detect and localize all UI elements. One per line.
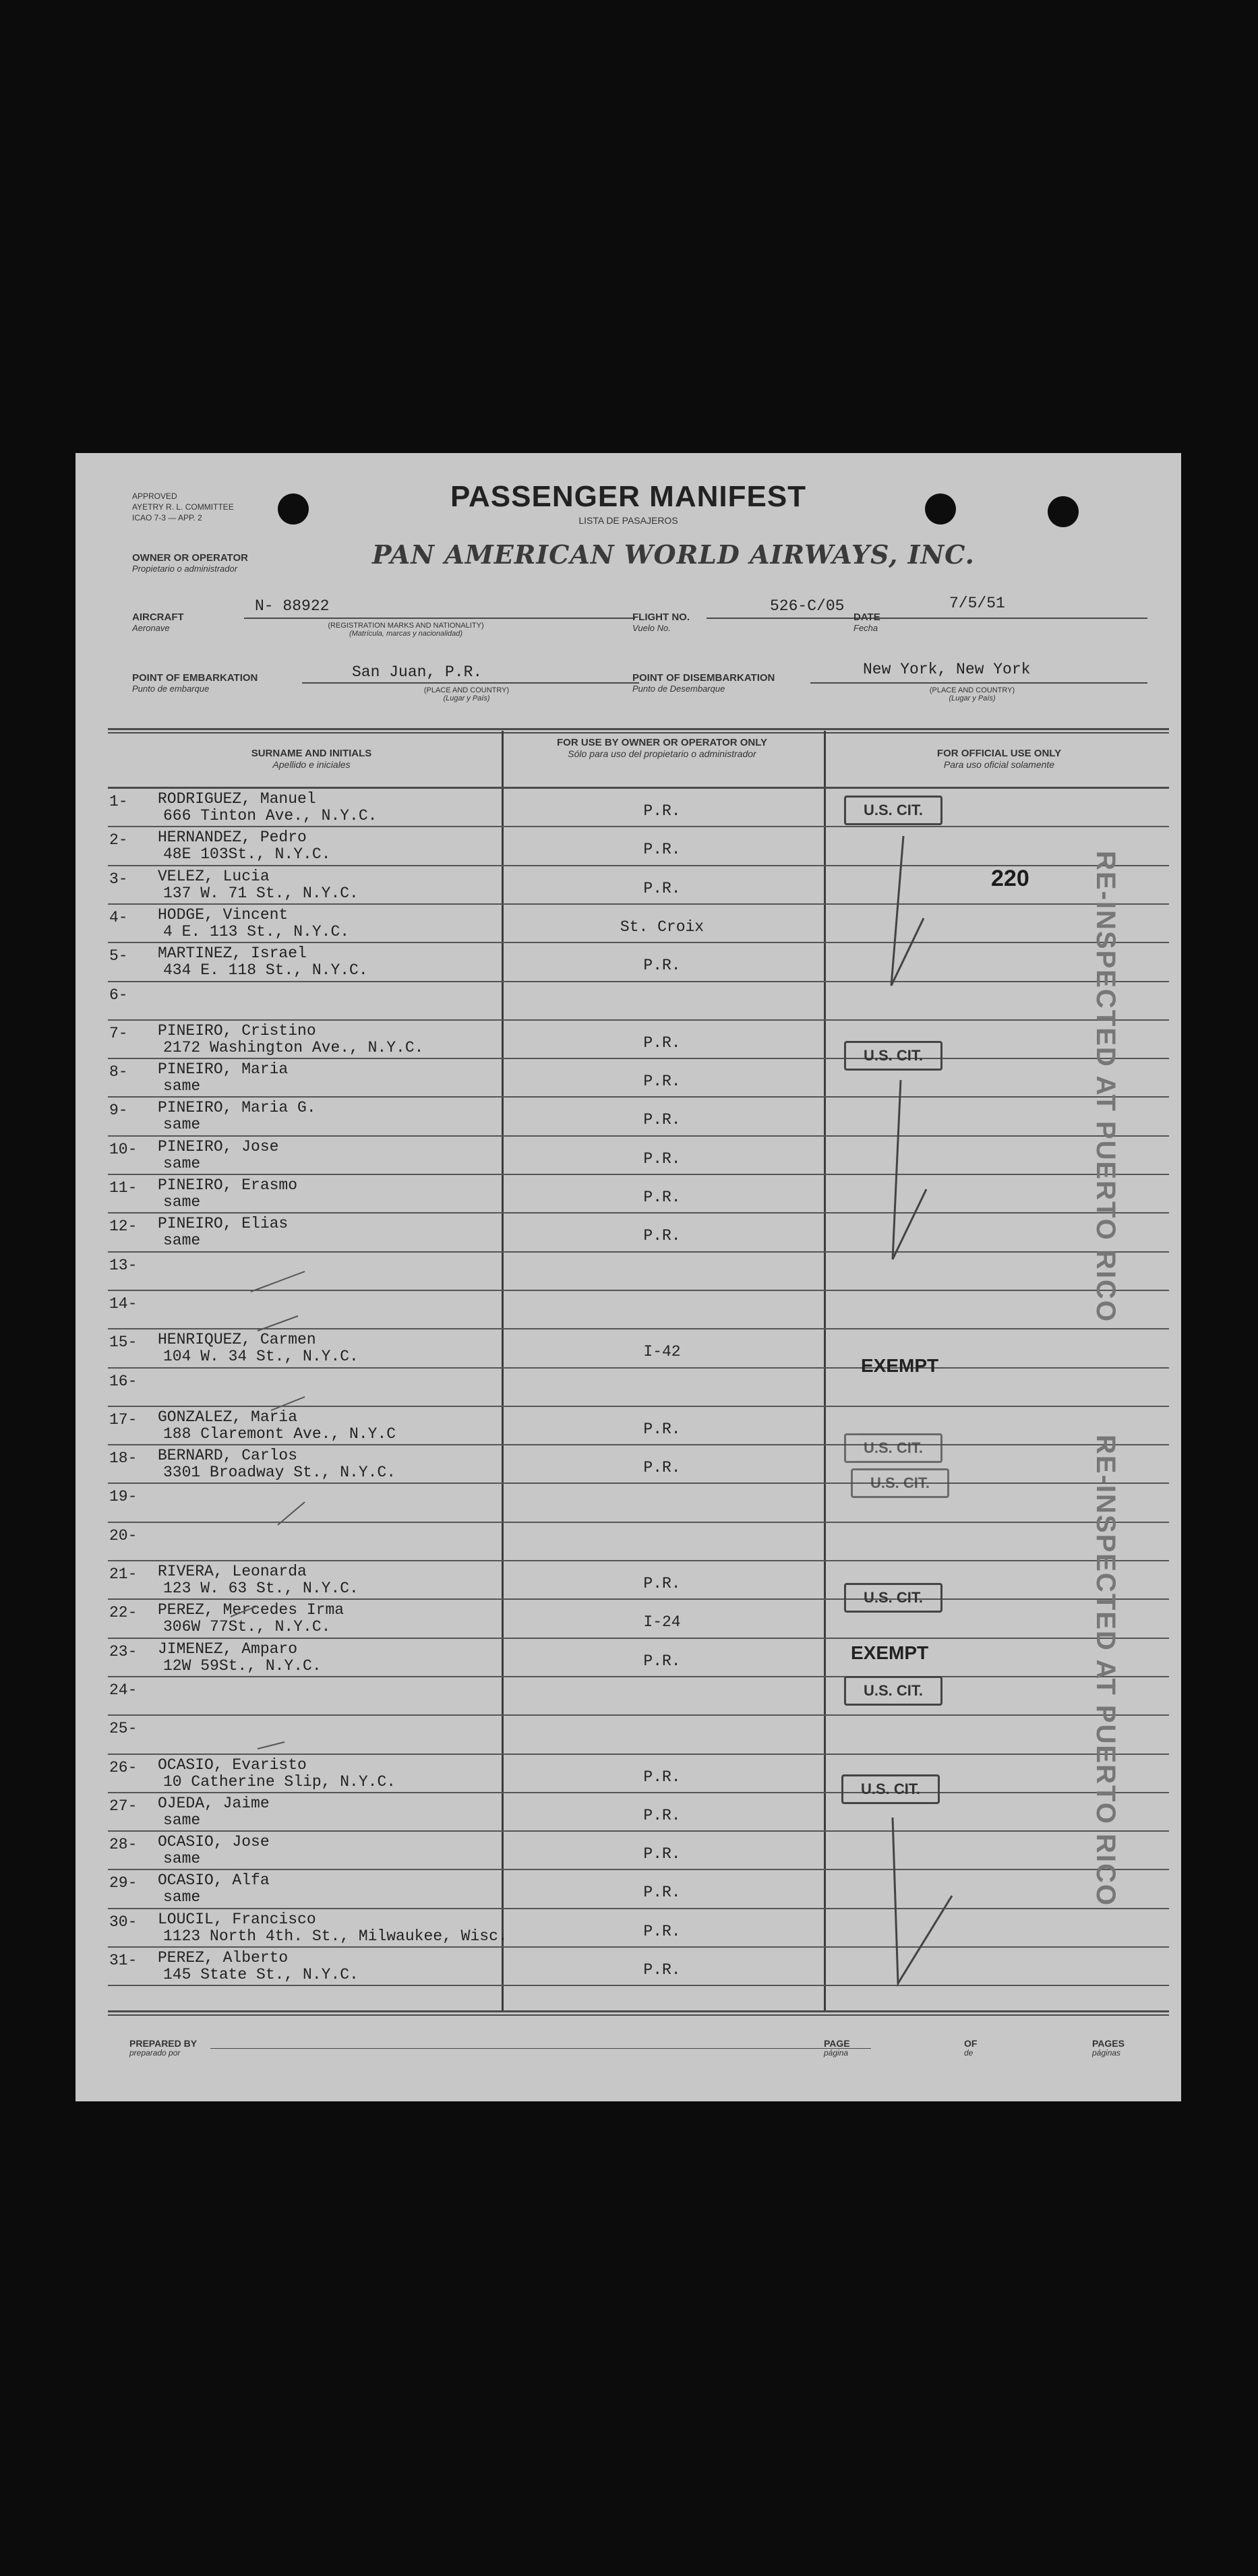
row-number: 24- bbox=[109, 1681, 138, 1699]
row-number: 30- bbox=[109, 1913, 138, 1931]
owner-use-entry: P.R. bbox=[643, 1806, 681, 1824]
owner-use-entry: P.R. bbox=[643, 841, 681, 859]
passenger-name: HODGE, Vincent bbox=[158, 905, 289, 924]
disembark-place-note: (PLACE AND COUNTRY) (Lugar y País) bbox=[929, 686, 1015, 702]
owner-use-entry: P.R. bbox=[643, 1111, 681, 1129]
row-number: 29- bbox=[109, 1874, 138, 1892]
owner-use-entry: St. Croix bbox=[620, 918, 705, 936]
us-citizen-stamp: U.S. CIT. bbox=[844, 1433, 942, 1463]
passenger-address: 137 W. 71 St., N.Y.C. bbox=[163, 884, 359, 902]
owner-use-entry: P.R. bbox=[643, 1073, 681, 1091]
exempt-mark: EXEMPT bbox=[861, 1355, 939, 1376]
passenger-name: MARTINEZ, Israel bbox=[158, 945, 307, 963]
passenger-address: 3301 Broadway St., N.Y.C. bbox=[163, 1464, 396, 1482]
passenger-address: 306W 77St., N.Y.C. bbox=[163, 1618, 331, 1636]
row-number: 6- bbox=[109, 986, 128, 1004]
passenger-name: OJEDA, Jaime bbox=[158, 1794, 270, 1812]
row-number: 20- bbox=[109, 1526, 138, 1545]
owner-use-entry: P.R. bbox=[643, 1575, 681, 1592]
passenger-name: BERNARD, Carlos bbox=[158, 1447, 298, 1465]
row-number: 13- bbox=[109, 1256, 138, 1274]
passenger-address: 434 E. 118 St., N.Y.C. bbox=[163, 961, 368, 980]
manifest-sheet bbox=[76, 453, 1181, 2101]
passenger-name: OCASIO, Evaristo bbox=[158, 1756, 307, 1774]
us-citizen-stamp: U.S. CIT. bbox=[851, 1468, 949, 1498]
row-number: 22- bbox=[109, 1604, 138, 1622]
approval-note: APPROVED AYETRY R. L. COMMITTEE ICAO 7-3 — APP. 2 bbox=[132, 491, 234, 522]
passenger-address: 12W 59St., N.Y.C. bbox=[163, 1656, 322, 1675]
row-number: 10- bbox=[109, 1140, 138, 1158]
passenger-name: RODRIGUEZ, Manuel bbox=[158, 790, 316, 808]
row-number: 25- bbox=[109, 1720, 138, 1738]
owner-use-entry: P.R. bbox=[643, 1845, 681, 1863]
passenger-address: 188 Claremont Ave., N.Y.C bbox=[163, 1425, 396, 1443]
col-header-owner-use: FOR USE BY OWNER OR OPERATOR ONLY Sólo para uso del propietario o administrador bbox=[557, 737, 767, 759]
of-label: OF de bbox=[964, 2038, 978, 2058]
passenger-name: VELEZ, Lucia bbox=[158, 867, 270, 885]
reinspected-stamp: RE-INSPECTED AT PUERTO RICO bbox=[1091, 1435, 1120, 1907]
us-citizen-stamp: U.S. CIT. bbox=[844, 1583, 942, 1613]
owner-use-entry: P.R. bbox=[643, 1420, 681, 1438]
passenger-address: 4 E. 113 St., N.Y.C. bbox=[163, 922, 350, 940]
owner-use-entry: P.R. bbox=[643, 1652, 681, 1670]
table-bottom-rule-2 bbox=[108, 2014, 1169, 2016]
passenger-name: PEREZ, Alberto bbox=[158, 1949, 289, 1967]
passenger-address: 2172 Washington Ave., N.Y.C. bbox=[163, 1038, 424, 1056]
owner-use-entry: P.R. bbox=[643, 1884, 681, 1902]
row-number: 5- bbox=[109, 947, 128, 965]
row-number: 12- bbox=[109, 1218, 138, 1236]
owner-use-entry: P.R. bbox=[643, 1034, 681, 1052]
passenger-name: HENRIQUEZ, Carmen bbox=[158, 1331, 316, 1349]
passenger-name: PEREZ, Mercedes Irma bbox=[158, 1601, 345, 1619]
col-header-surname: SURNAME AND INITIALS Apellido e iniciales bbox=[251, 748, 372, 770]
owner-use-entry: P.R. bbox=[643, 802, 681, 820]
passenger-address: same bbox=[163, 1232, 201, 1250]
owner-use-entry: P.R. bbox=[643, 957, 681, 975]
passenger-address: 104 W. 34 St., N.Y.C. bbox=[163, 1348, 359, 1366]
us-citizen-stamp: U.S. CIT. bbox=[844, 796, 942, 825]
owner-use-entry: P.R. bbox=[643, 1149, 681, 1168]
owner-use-entry: I-24 bbox=[643, 1613, 681, 1631]
row-number: 4- bbox=[109, 908, 128, 926]
row-number: 8- bbox=[109, 1063, 128, 1081]
passenger-name: PINEIRO, Cristino bbox=[158, 1021, 316, 1040]
passenger-name: GONZALEZ, Maria bbox=[158, 1408, 298, 1426]
date-label: DATE Fecha bbox=[853, 611, 880, 633]
passenger-name: RIVERA, Leonarda bbox=[158, 1563, 307, 1580]
col-header-official: FOR OFFICIAL USE ONLY Para uso oficial solamente bbox=[936, 748, 1062, 770]
row-number: 18- bbox=[109, 1449, 138, 1468]
passenger-name: PINEIRO, Erasmo bbox=[158, 1176, 298, 1194]
passenger-address: same bbox=[163, 1154, 201, 1172]
passenger-address: 10 Catherine Slip, N.Y.C. bbox=[163, 1772, 396, 1791]
passenger-name: PINEIRO, Jose bbox=[158, 1137, 279, 1156]
row-number: 9- bbox=[109, 1102, 128, 1120]
us-citizen-stamp: U.S. CIT. bbox=[844, 1676, 942, 1706]
passenger-address: same bbox=[163, 1116, 201, 1134]
disembark-value: New York, New York bbox=[863, 661, 1031, 678]
row-number: 15- bbox=[109, 1334, 138, 1352]
row-number: 14- bbox=[109, 1294, 138, 1313]
passenger-count: 220 bbox=[991, 866, 1029, 891]
row-number: 19- bbox=[109, 1488, 138, 1506]
passenger-name: OCASIO, Jose bbox=[158, 1833, 270, 1851]
passenger-name: PINEIRO, Maria bbox=[158, 1060, 289, 1079]
owner-label: OWNER OR OPERATOR Propietario o administrador bbox=[132, 552, 248, 574]
owner-use-entry: P.R. bbox=[643, 1227, 681, 1245]
passenger-name: PINEIRO, Maria G. bbox=[158, 1099, 316, 1117]
row-number: 17- bbox=[109, 1410, 138, 1429]
passenger-name: LOUCIL, Francisco bbox=[158, 1910, 316, 1928]
us-citizen-stamp: U.S. CIT. bbox=[844, 1041, 942, 1071]
row-number: 7- bbox=[109, 1024, 128, 1042]
owner-use-entry: P.R. bbox=[643, 1961, 681, 1979]
passenger-address: 666 Tinton Ave., N.Y.C. bbox=[163, 807, 378, 825]
flight-label: FLIGHT NO. Vuelo No. bbox=[632, 611, 690, 633]
owner-use-entry: P.R. bbox=[643, 1922, 681, 1940]
owner-use-entry: P.R. bbox=[643, 1189, 681, 1206]
check-marks bbox=[76, 453, 1181, 2101]
aircraft-value: N- 88922 bbox=[255, 597, 330, 615]
aircraft-label: AIRCRAFT Aeronave bbox=[132, 611, 184, 633]
embark-value: San Juan, P.R. bbox=[352, 663, 483, 681]
row-number: 23- bbox=[109, 1642, 138, 1660]
table-bottom-rule bbox=[108, 2010, 1169, 2012]
disembark-label: POINT OF DISEMBARKATION Punto de Desembarque bbox=[632, 672, 775, 694]
date-value: 7/5/51 bbox=[949, 595, 1005, 612]
row-number: 21- bbox=[109, 1565, 138, 1583]
passenger-address: same bbox=[163, 1811, 201, 1829]
prepared-by: PREPARED BY preparado por bbox=[129, 2038, 198, 2058]
passenger-name: PINEIRO, Elias bbox=[158, 1215, 289, 1233]
passenger-name: JIMENEZ, Amparo bbox=[158, 1640, 298, 1658]
owner-use-entry: P.R. bbox=[643, 1459, 681, 1477]
row-number: 28- bbox=[109, 1836, 138, 1854]
passenger-address: same bbox=[163, 1077, 201, 1096]
exempt-mark: EXEMPT bbox=[851, 1642, 929, 1663]
prepared-line bbox=[210, 2048, 871, 2049]
passenger-address: 48E 103St., N.Y.C. bbox=[163, 845, 331, 864]
passenger-name: OCASIO, Alfa bbox=[158, 1871, 270, 1890]
passenger-address: 145 State St., N.Y.C. bbox=[163, 1966, 359, 1983]
owner-use-entry: P.R. bbox=[643, 1768, 681, 1786]
embark-label: POINT OF EMBARKATION Punto de embarque bbox=[132, 672, 258, 694]
passenger-address: 123 W. 63 St., N.Y.C. bbox=[163, 1580, 359, 1597]
flight-value: 526-C/05 bbox=[770, 597, 845, 615]
owner-use-entry: P.R. bbox=[643, 879, 681, 897]
passenger-name: HERNANDEZ, Pedro bbox=[158, 829, 307, 847]
us-citizen-stamp: U.S. CIT. bbox=[841, 1774, 940, 1804]
aircraft-note: (REGISTRATION MARKS AND NATIONALITY) (Matrícula, marcas y nacionalidad) bbox=[328, 622, 484, 638]
reinspected-stamp: RE-INSPECTED AT PUERTO RICO bbox=[1091, 851, 1120, 1323]
row-number: 1- bbox=[109, 793, 128, 810]
row-number: 2- bbox=[109, 831, 128, 849]
passenger-address: same bbox=[163, 1193, 201, 1211]
page-title: PASSENGER MANIFEST bbox=[450, 480, 807, 513]
passenger-address: same bbox=[163, 1888, 201, 1907]
passenger-address: 1123 North 4th. St., Milwaukee, Wisc. bbox=[163, 1927, 508, 1945]
row-number: 31- bbox=[109, 1952, 138, 1969]
owner-use-entry: I-42 bbox=[643, 1343, 681, 1361]
passenger-address: same bbox=[163, 1850, 201, 1868]
row-number: 11- bbox=[109, 1179, 138, 1197]
row-number: 27- bbox=[109, 1797, 138, 1815]
pages-label: PAGES páginas bbox=[1092, 2038, 1125, 2058]
airline-name: PAN AMERICAN WORLD AIRWAYS, INC. bbox=[372, 539, 975, 570]
row-number: 16- bbox=[109, 1372, 138, 1390]
row-number: 3- bbox=[109, 870, 128, 888]
embark-place-note: (PLACE AND COUNTRY) (Lugar y País) bbox=[423, 686, 510, 702]
page-label: PAGE página bbox=[824, 2038, 850, 2058]
row-number: 26- bbox=[109, 1758, 138, 1776]
page-subtitle: LISTA DE PASAJEROS bbox=[578, 515, 678, 526]
